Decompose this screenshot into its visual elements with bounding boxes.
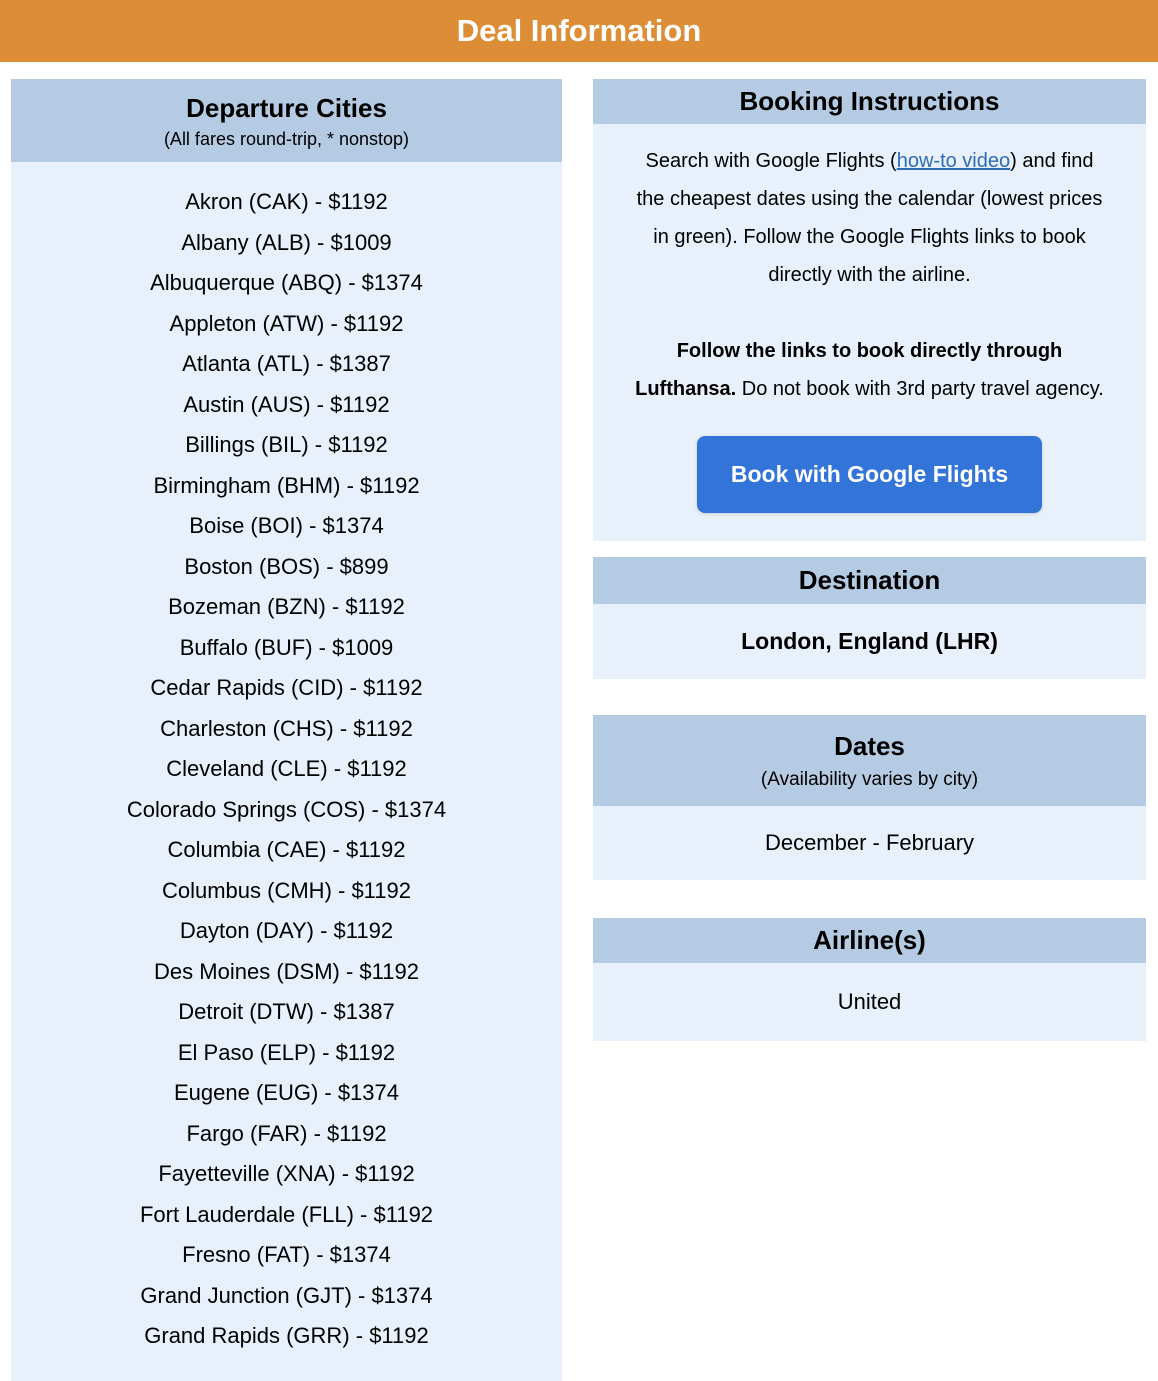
departure-city-item: Austin (AUS) - $1192 (183, 391, 390, 417)
booking-paragraph-search (635, 142, 1104, 294)
departure-city-item: Grand Junction (GJT) - $1374 (140, 1282, 433, 1308)
dates-header (593, 715, 1146, 806)
right-column (593, 79, 1146, 1041)
departure-city-item: Fargo (FAR) - $1192 (186, 1120, 387, 1146)
departure-cities-subtitle: (All fares round-trip, * nonstop) (163, 129, 410, 149)
book-with-google-flights-button[interactable]: Book with Google Flights (697, 436, 1042, 513)
page-title: Deal Information (456, 13, 702, 48)
airlines-panel (593, 918, 1146, 1041)
departure-city-item: Fort Lauderdale (FLL) - $1192 (139, 1201, 434, 1227)
departure-city-item: Eugene (EUG) - $1374 (173, 1080, 400, 1105)
booking-text-after-link: ) and find the cheapest dates using the calendar (lowest prices in green). Follow the Google Flights links to book directly with the airline. (636, 150, 1103, 286)
departure-city-item: Columbia (CAE) - $1192 (167, 837, 406, 862)
departure-city-item: Fayetteville (XNA) - $1192 (158, 1161, 415, 1186)
booking-paragraph-lufthansa (635, 332, 1104, 408)
departure-cities-panel (11, 79, 562, 1381)
button-container (635, 436, 1104, 513)
how-to-video-link[interactable]: how-to video (896, 150, 1011, 172)
destination-header (593, 557, 1146, 604)
departure-city-item: Appleton (ATW) - $1192 (169, 310, 404, 336)
booking-instructions-panel (593, 79, 1146, 541)
departure-city-item: Atlanta (ATL) - $1387 (182, 351, 391, 376)
departure-city-item: Billings (BIL) - $1192 (185, 432, 388, 457)
departure-cities-title: Departure Cities (186, 93, 387, 123)
booking-bold-warning: Follow the links to book directly through Lufthansa. (635, 340, 1063, 400)
departure-city-item: Charleston (CHS) - $1192 (160, 715, 413, 741)
departure-city-item: Colorado Springs (COS) - $1374 (126, 796, 447, 822)
departure-city-item: Cleveland (CLE) - $1192 (166, 756, 407, 781)
departure-city-item: Bozeman (BZN) - $1192 (168, 594, 405, 619)
departure-cities-header (11, 79, 562, 162)
dates-subtitle: (Availability varies by city) (760, 769, 979, 790)
dates-panel (593, 715, 1146, 880)
departure-city-item: Boston (BOS) - $899 (184, 553, 389, 579)
airlines-header (593, 918, 1146, 963)
departure-city-item: Detroit (DTW) - $1387 (178, 999, 395, 1024)
booking-instructions-body (593, 124, 1146, 541)
dates-value: December - February (593, 806, 1146, 880)
departure-city-item: El Paso (ELP) - $1192 (177, 1039, 396, 1065)
main-content (0, 62, 1158, 1381)
departure-city-item: Des Moines (DSM) - $1192 (154, 958, 419, 984)
departure-city-item: Fresno (FAT) - $1374 (182, 1242, 391, 1267)
departure-city-item: Dayton (DAY) - $1192 (179, 918, 394, 943)
departure-city-item: Columbus (CMH) - $1192 (161, 877, 411, 903)
departure-city-item: Cedar Rapids (CID) - $1192 (150, 675, 423, 700)
destination-panel (593, 557, 1146, 679)
booking-warning-rest: Do not book with 3rd party travel agency. (736, 378, 1104, 400)
booking-instructions-title: Booking Instructions (739, 86, 1000, 116)
departure-city-list (11, 162, 562, 1381)
departure-city-item: Birmingham (BHM) - $1192 (153, 472, 420, 498)
departure-city-item: Albany (ALB) - $1009 (181, 229, 392, 255)
booking-text-before-link: Search with Google Flights ( (645, 150, 897, 172)
departure-city-item: Akron (CAK) - $1192 (185, 189, 388, 214)
airlines-value: United (593, 963, 1146, 1041)
airlines-title: Airline(s) (813, 925, 926, 955)
booking-instructions-header (593, 79, 1146, 124)
deal-information-banner (0, 0, 1158, 62)
departure-city-item: Albuquerque (ABQ) - $1374 (150, 270, 423, 295)
departure-city-item: Boise (BOI) - $1374 (189, 513, 384, 538)
departure-city-item: Grand Rapids (GRR) - $1192 (144, 1323, 429, 1348)
destination-title: Destination (798, 565, 941, 595)
dates-title: Dates (834, 731, 905, 761)
destination-value: London, England (LHR) (593, 604, 1146, 679)
departure-city-item: Buffalo (BUF) - $1009 (179, 634, 394, 660)
